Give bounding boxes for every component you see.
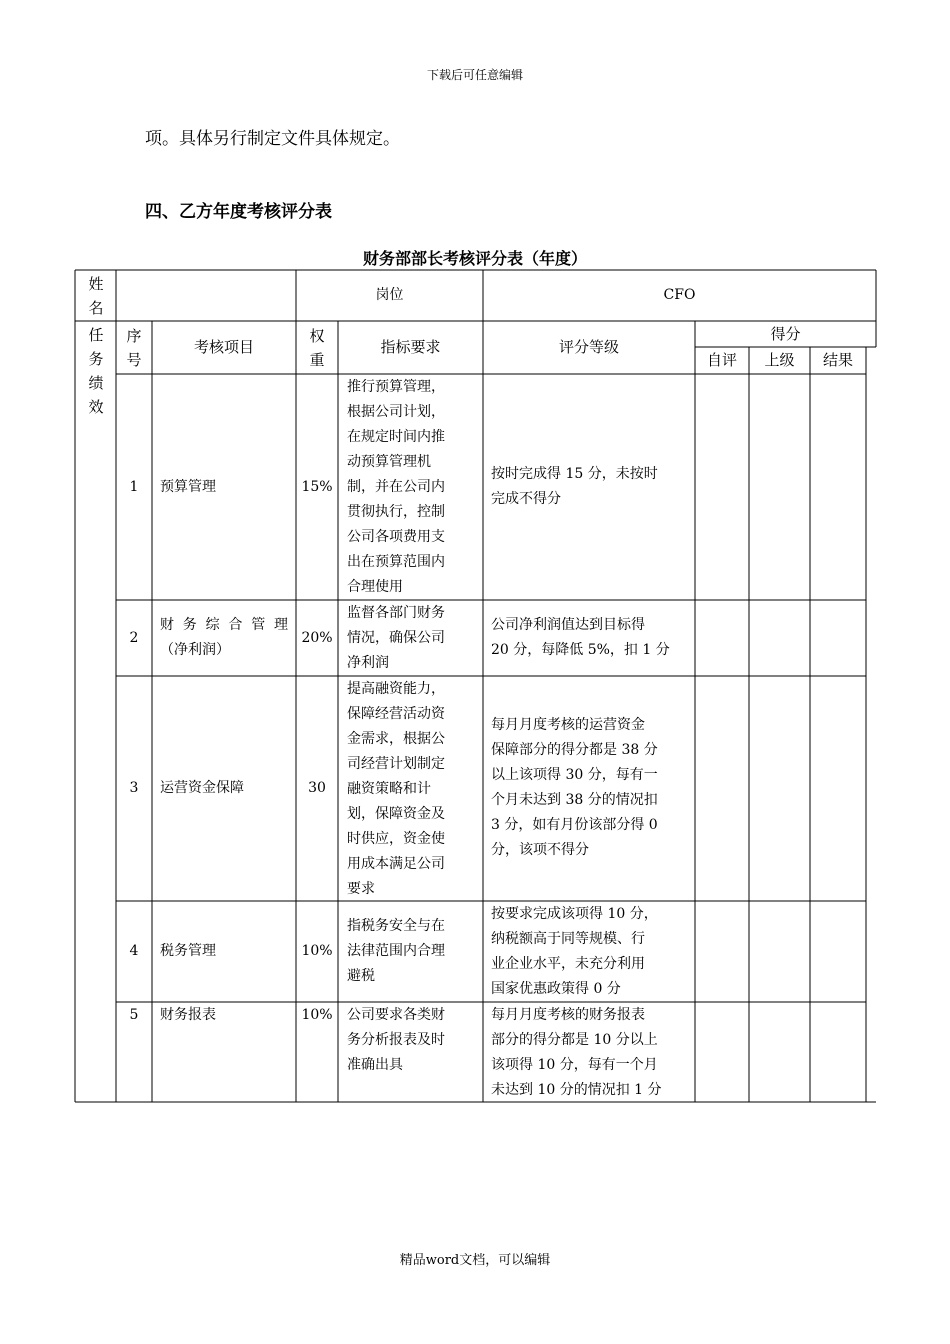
- row-requirement: [347, 677, 481, 902]
- row-weight: 10%: [301, 943, 333, 959]
- requirement-line: 务分析报表及时: [347, 1032, 445, 1048]
- col-header-seq-char: 序: [126, 326, 142, 345]
- col-header-weight-char: 权: [309, 326, 325, 345]
- requirement-line: 公司各项费用支: [347, 529, 445, 545]
- requirement-line: 公司要求各类财: [347, 1007, 445, 1023]
- row-grade: [491, 613, 691, 663]
- grade-line: 该项得 10 分，每有一个月: [491, 1057, 658, 1073]
- grade-line: 保障部分的得分都是 38 分: [491, 742, 658, 758]
- requirement-line: 贯彻执行，控制: [347, 504, 445, 520]
- task-label-char: 绩: [88, 374, 104, 392]
- requirement-line: 避税: [347, 968, 375, 984]
- grade-line: 个月未达到 38 分的情况扣: [491, 792, 658, 808]
- grade-line: 按要求完成该项得 10 分，: [491, 906, 658, 922]
- task-label-char: 任: [88, 326, 104, 344]
- requirement-line: 情况，确保公司: [347, 630, 445, 646]
- row-item: [160, 613, 288, 663]
- requirement-line: 融资策略和计: [347, 781, 431, 797]
- requirement-line: 指税务安全与在: [347, 918, 445, 934]
- row-requirement: [347, 914, 481, 989]
- col-header-seq-char: 号: [126, 350, 142, 369]
- task-label-char: 务: [88, 350, 104, 368]
- position-label: 岗位: [375, 287, 404, 303]
- requirement-line: 金需求，根据公: [347, 731, 445, 747]
- requirement-line: 动预算管理机: [347, 454, 431, 470]
- row-weight: 30: [308, 780, 326, 796]
- row-seq: 2: [129, 629, 139, 646]
- row-grade: [491, 462, 691, 512]
- requirement-line: 用成本满足公司: [347, 856, 445, 872]
- requirement-line: 在规定时间内推: [347, 429, 445, 445]
- name-label: [86, 272, 106, 320]
- col-header-score: 得分: [770, 324, 801, 343]
- row-requirement: [347, 1003, 481, 1078]
- requirement-line: 要求: [347, 881, 375, 897]
- requirement-line: 司经营计划制定: [347, 756, 445, 772]
- grade-line: 国家优惠政策得 0 分: [491, 981, 621, 997]
- grade-line: 以上该项得 30 分，每有一: [491, 767, 658, 783]
- requirement-line: 保障经营活动资: [347, 706, 445, 722]
- grade-line: 纳税额高于同等规模、行: [491, 931, 645, 947]
- footer-note: 精品word文档，可以编辑: [399, 1253, 551, 1268]
- col-header-self: 自评: [706, 351, 737, 369]
- row-weight: 15%: [301, 478, 333, 495]
- col-header-seq: [116, 321, 152, 374]
- row-grade: [491, 713, 691, 863]
- grade-line: 20 分，每降低 5%，扣 1 分: [491, 642, 670, 658]
- name-label-char: 姓: [88, 275, 104, 293]
- grade-line: 每月月度考核的财务报表: [491, 1007, 645, 1023]
- requirement-line: 根据公司计划，: [347, 404, 445, 420]
- grade-line: 按时完成得 15 分，未按时: [491, 466, 658, 482]
- col-header-weight: [296, 321, 338, 374]
- row-seq: 3: [129, 780, 139, 796]
- row-weight: 10%: [301, 1007, 333, 1023]
- requirement-line: 划，保障资金及: [347, 806, 445, 822]
- requirement-line: 提高融资能力，: [347, 681, 445, 697]
- requirement-line: 合理使用: [347, 579, 403, 595]
- row-item: 预算管理: [160, 478, 216, 495]
- grade-line: 部分的得分都是 10 分以上: [491, 1032, 658, 1048]
- grade-line: 业企业水平，未充分利用: [491, 956, 645, 972]
- item-line: 财务综合管理: [160, 617, 288, 633]
- requirement-line: 推行预算管理，: [347, 379, 445, 395]
- table-title: 财务部部长考核评分表（年度）: [362, 249, 587, 268]
- grade-line: 未达到 10 分的情况扣 1 分: [491, 1082, 662, 1098]
- grade-line: 公司净利润值达到目标得: [491, 617, 645, 633]
- row-requirement: [347, 375, 481, 600]
- requirement-line: 制，并在公司内: [347, 479, 445, 495]
- row-requirement: [347, 601, 481, 676]
- col-header-result: 结果: [822, 351, 853, 369]
- row-item: 财务报表: [160, 1007, 216, 1023]
- col-header-weight-char: 重: [309, 350, 325, 369]
- col-header-requirement: 指标要求: [380, 338, 441, 356]
- col-header-grade: 评分等级: [558, 338, 619, 356]
- row-grade: [491, 902, 691, 1002]
- grade-line: 分，该项不得分: [491, 842, 589, 858]
- col-header-item: 考核项目: [193, 338, 254, 356]
- grade-line: 3 分，如有月份该部分得 0: [491, 817, 658, 833]
- item-line: （净利润）: [160, 642, 230, 658]
- requirement-line: 净利润: [347, 655, 389, 671]
- requirement-line: 监督各部门财务: [347, 605, 445, 621]
- task-label: [86, 323, 106, 419]
- name-label-char: 名: [88, 299, 104, 317]
- row-item: 运营资金保障: [160, 780, 244, 796]
- row-seq: 4: [129, 943, 139, 959]
- requirement-line: 时供应，资金使: [347, 831, 445, 847]
- requirement-line: 法律范围内合理: [347, 943, 445, 959]
- grade-line: 完成不得分: [491, 491, 561, 507]
- row-item: 税务管理: [160, 943, 216, 959]
- row-seq: 5: [129, 1007, 139, 1023]
- row-grade: [491, 1003, 691, 1103]
- section-heading: 四、乙方年度考核评分表: [145, 202, 332, 222]
- task-label-char: 效: [88, 398, 104, 416]
- requirement-line: 准确出具: [347, 1057, 403, 1073]
- intro-paragraph: 项。具体另行制定文件具体规定。: [145, 129, 400, 149]
- grade-line: 每月月度考核的运营资金: [491, 717, 645, 733]
- col-header-superior: 上级: [764, 351, 795, 369]
- requirement-line: 出在预算范围内: [347, 554, 445, 570]
- row-weight: 20%: [301, 629, 333, 646]
- header-note: 下载后可任意编辑: [426, 68, 523, 82]
- position-value: CFO: [663, 287, 696, 303]
- row-seq: 1: [129, 478, 139, 495]
